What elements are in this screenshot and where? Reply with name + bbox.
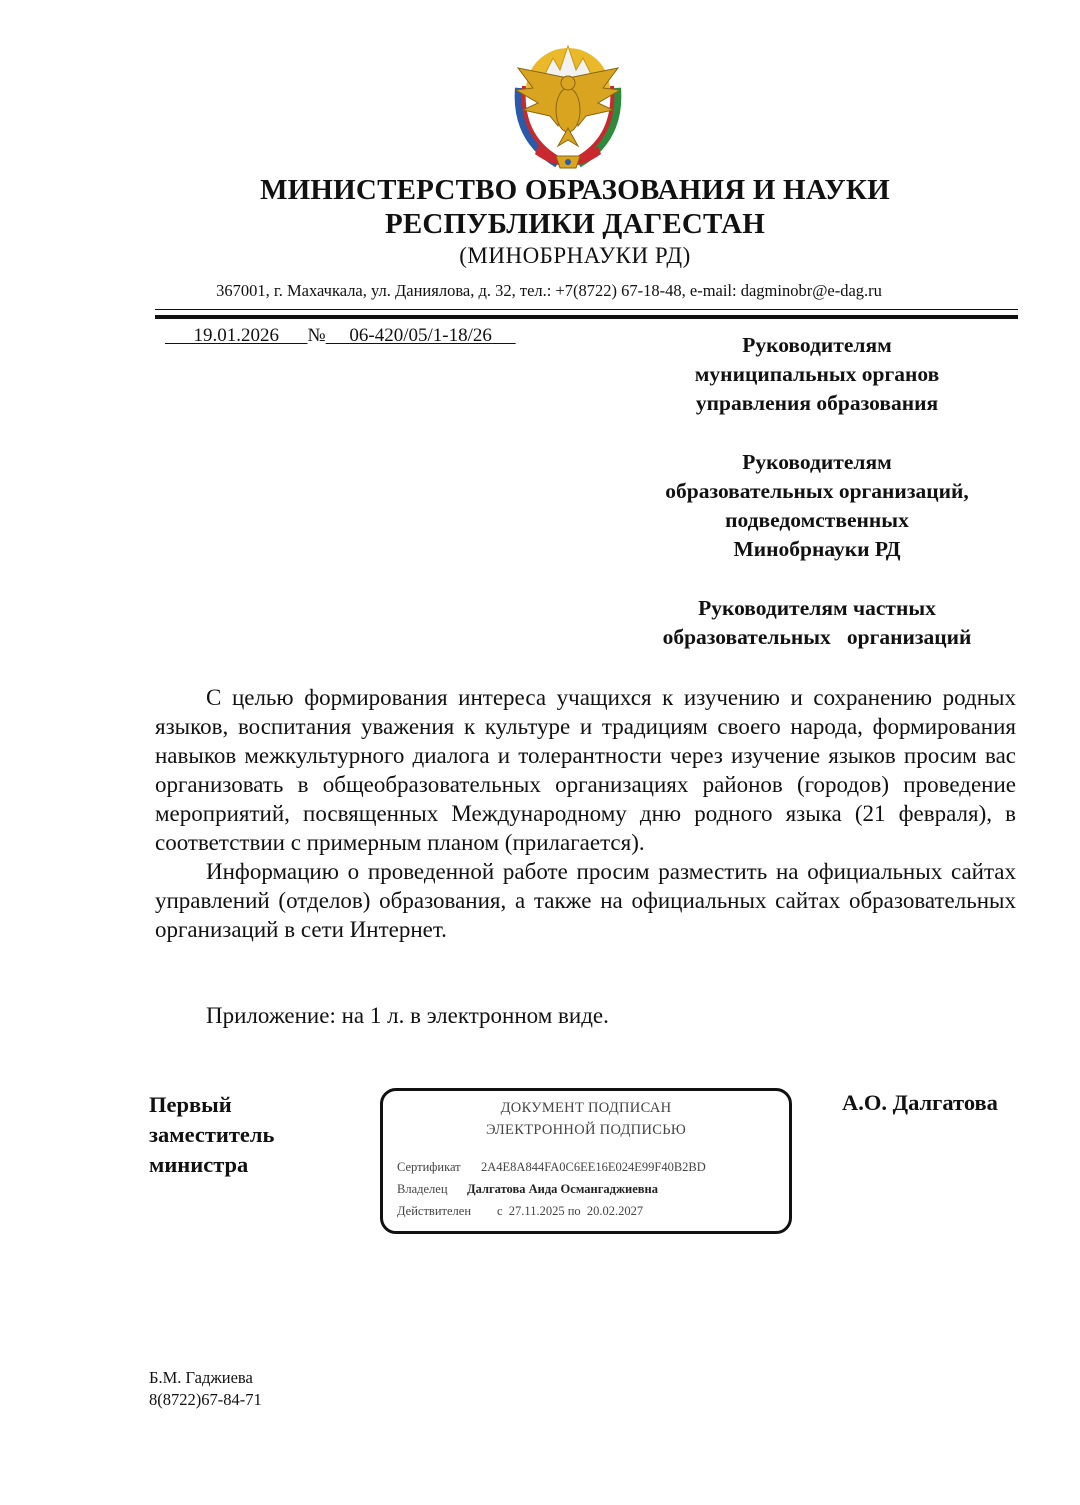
addressee-line: Минобрнауки РД xyxy=(733,537,901,561)
body-paragraph-2: Информацию о проведенной работе просим разместить на официальных сайтах управлений (отделов) образования, а также на официальных сайтах образовательных организаций в сети Интернет. xyxy=(155,859,1016,942)
attachment-note: Приложение: на 1 л. в электронном виде. xyxy=(206,1003,609,1028)
coat-of-arms-icon xyxy=(498,28,638,178)
signer-position-line: заместитель xyxy=(149,1122,275,1147)
executor-phone: 8(8722)67-84-71 xyxy=(149,1390,262,1409)
number-sign: № xyxy=(307,325,326,346)
electronic-signature-stamp xyxy=(380,1088,792,1234)
stamp-validity-value: с 27.11.2025 по 20.02.2027 xyxy=(497,1204,644,1218)
executor-name: Б.М. Гаджиева xyxy=(149,1368,253,1387)
addressee-line: подведомственных xyxy=(725,508,909,532)
registration-date: 19.01.2026 xyxy=(193,325,279,346)
signer-name: А.О. Далгатова xyxy=(842,1090,998,1115)
stamp-certificate-value: 2A4E8A844FA0C6EE16E024E99F40B2BD xyxy=(481,1160,706,1174)
stamp-owner-label: Владелец xyxy=(397,1182,448,1196)
addressee-line: образовательных организаций, xyxy=(665,479,969,503)
addressee-block-1 xyxy=(610,331,1024,418)
registration-number-field xyxy=(326,325,516,346)
stamp-owner-row xyxy=(397,1182,658,1197)
ministry-address: 367001, г. Махачкала, ул. Даниялова, д. 32, тел.: +7(8722) 67-18-48, e-mail: dagminobr@e-dag.ru xyxy=(216,281,882,300)
addressee-line: Руководителям xyxy=(742,450,892,474)
header-divider-thick xyxy=(155,315,1018,319)
signer-position-line: Первый xyxy=(149,1092,232,1117)
stamp-owner-value: Далгатова Аида Османгаджиевна xyxy=(467,1182,658,1196)
addressee-line: управления образования xyxy=(695,391,939,415)
registration-date-field xyxy=(165,325,308,346)
stamp-validity-row xyxy=(397,1204,643,1219)
addressee-block-3 xyxy=(610,594,1024,652)
addressee-line: муниципальных органов xyxy=(694,362,940,386)
addressee-line: Руководителям частных xyxy=(698,596,936,620)
header-divider-thin xyxy=(155,309,1018,310)
stamp-certificate-label: Сертификат xyxy=(397,1160,461,1174)
ministry-short-name: (МИНОБРНАУКИ РД) xyxy=(459,243,691,268)
executor-info xyxy=(149,1367,262,1411)
ministry-title-line1: МИНИСТЕРСТВО ОБРАЗОВАНИЯ И НАУКИ xyxy=(260,174,890,206)
letter-body xyxy=(155,683,1016,944)
emblem-svg xyxy=(498,28,638,178)
body-paragraph-1: С целью формирования интереса учащихся к изучению и сохранению родных языков, воспитания уважения к культуре и традициям своего народа, формирования навыков межкультурного диалога и толерантности через изучение языков просим вас организовать в общеобразовательных организациях районов (городов) проведение мероприятий, посвященных Международному дню родного языка (21 февраля), в соответствии с примерным планом (прилагается). xyxy=(155,685,1016,855)
addressee-block-2 xyxy=(610,448,1024,564)
stamp-validity-label: Действителен xyxy=(397,1204,472,1218)
addressee-line: Руководителям xyxy=(742,333,892,357)
registration-line xyxy=(165,325,516,347)
ministry-title-line2: РЕСПУБЛИКИ ДАГЕСТАН xyxy=(384,208,766,240)
stamp-certificate-row xyxy=(397,1160,706,1175)
registration-number: 06-420/05/1-18/26 xyxy=(349,325,492,346)
signer-position-line: министра xyxy=(149,1152,249,1177)
stamp-title-line2: ЭЛЕКТРОННОЙ ПОДПИСЬЮ xyxy=(485,1122,687,1138)
stamp-title-line1: ДОКУМЕНТ ПОДПИСАН xyxy=(500,1100,672,1116)
signer-position xyxy=(149,1090,274,1180)
addressee-line: образовательных организаций xyxy=(662,625,972,649)
